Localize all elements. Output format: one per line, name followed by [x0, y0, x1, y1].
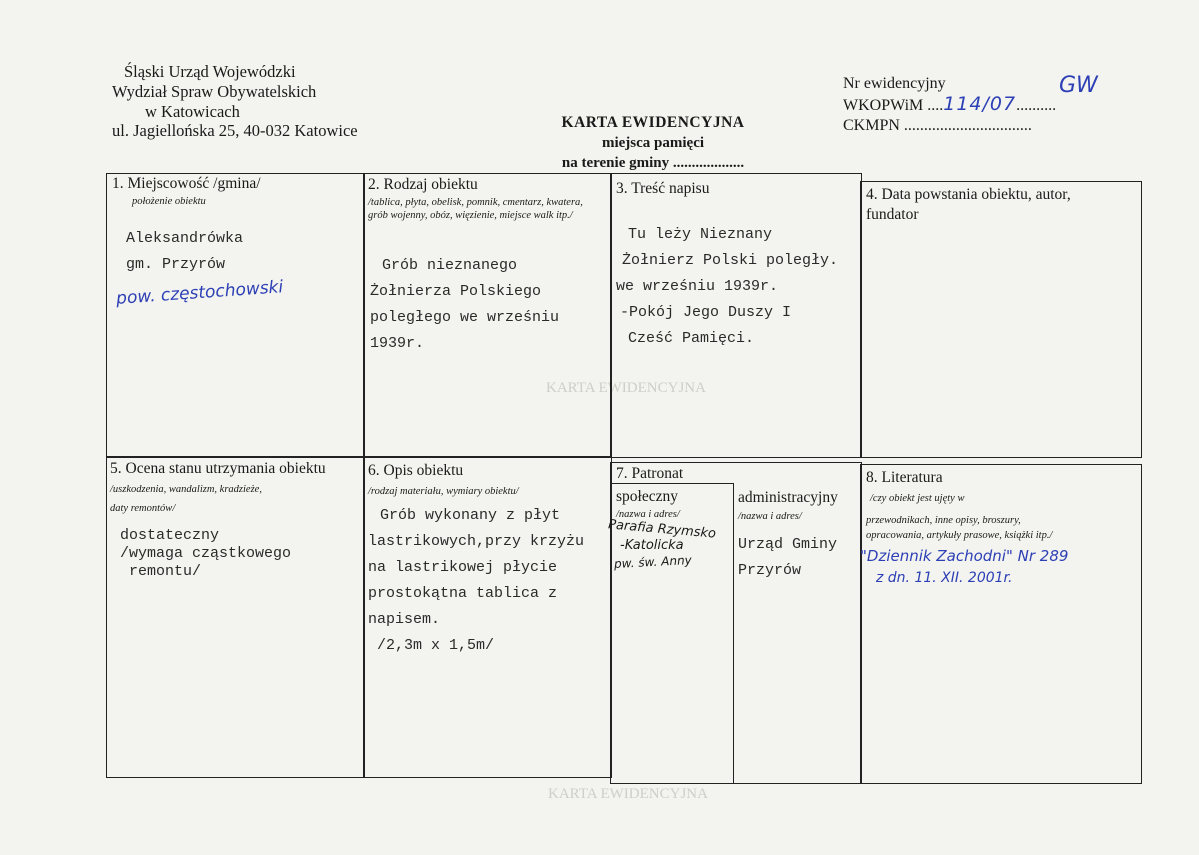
- section-3-label: 3. Treść napisu: [616, 180, 710, 197]
- bleed-text: KARTA EWIDENCYJNA: [548, 786, 708, 802]
- cell-8: [860, 464, 1142, 784]
- inscription-line: Tu leży Nieznany: [628, 226, 773, 243]
- section-8-sub: przewodnikach, inne opisy, broszury,: [866, 515, 1021, 526]
- section-1-label: 1. Miejscowość /gmina/: [112, 175, 261, 192]
- section-8-label: 8. Literatura: [866, 469, 943, 486]
- issuer-line: ul. Jagiellońska 25, 40-032 Katowice: [112, 121, 358, 140]
- wkop-note: GW: [1059, 73, 1098, 98]
- section-6-sub: /rodzaj materiału, wymiary obiektu/: [368, 486, 519, 497]
- location-line: Aleksandrówka: [126, 230, 244, 247]
- wkop-value: 114/07: [943, 93, 1017, 115]
- patronage-social-handwritten: pw. św. Anny: [613, 552, 693, 572]
- patronage-social-handwritten: Parafia Rzymsko: [607, 517, 717, 542]
- section-8-sub: /czy obiekt jest ujęty w: [870, 493, 965, 504]
- section-5-sub: /uszkodzenia, wandalizm, kradzieże,: [110, 484, 262, 495]
- section-2-sub: /tablica, płyta, obelisk, pomnik, cmentarz, kwatera, grób wojenny, obóz, więzienie, miejsce walk itp./: [368, 197, 583, 221]
- object-type-line: Grób nieznanego: [382, 257, 518, 274]
- section-6-label: 6. Opis obiektu: [368, 462, 464, 479]
- ckmpn-label: CKMPN ................................: [843, 117, 1032, 134]
- condition-line: dostateczny: [120, 527, 220, 544]
- patronage-admin-sub: /nazwa i adres/: [738, 511, 802, 522]
- section-2-label: 2. Rodzaj obiektu: [368, 176, 478, 193]
- description-line: Grób wykonany z płyt: [380, 507, 561, 524]
- patronage-social-handwritten: -Katolicka: [620, 538, 684, 553]
- section-4-label-2: fundator: [866, 206, 919, 223]
- registry-block: [843, 73, 1098, 136]
- patronage-social-label: społeczny: [616, 488, 678, 505]
- section-5-sub-2: daty remontów/: [110, 503, 176, 514]
- wkop-label: WKOPWiM ....: [843, 97, 944, 114]
- inscription-line: we wrześniu 1939r.: [616, 278, 779, 295]
- bleed-text: KARTA EWIDENCYJNA: [546, 380, 706, 396]
- patronage-social-sub: /nazwa i adres/: [616, 509, 680, 520]
- condition-line: /wymaga cząstkowego: [120, 545, 292, 562]
- issuer-line: Wydział Spraw Obywatelskich: [112, 82, 317, 101]
- issuer-block: [112, 62, 358, 141]
- object-type-line: poległego we wrześniu: [370, 309, 560, 326]
- cell-1: [106, 173, 365, 458]
- object-type-line: Żołnierza Polskiego: [370, 283, 542, 300]
- object-type-line: 1939r.: [370, 335, 425, 352]
- description-line: prostokątna tablica z: [368, 585, 558, 602]
- description-line: /2,3m x 1,5m/: [368, 637, 495, 654]
- location-handwritten: pow. częstochowski: [115, 277, 284, 309]
- description-line: napisem.: [368, 611, 441, 628]
- title-area: na terenie gminy ...................: [561, 155, 745, 171]
- literature-handwritten: "Dziennik Zachodni" Nr 289: [860, 547, 1069, 565]
- section-7-label: 7. Patronat: [616, 465, 684, 482]
- patronage-admin-line: Przyrów: [738, 562, 802, 579]
- title-sub: miejsca pamięci: [601, 135, 705, 151]
- patronage-admin-label: administracyjny: [738, 489, 838, 506]
- issuer-line: w Katowicach: [145, 102, 240, 121]
- title-main: KARTA EWIDENCYJNA: [561, 114, 745, 131]
- form-title: [546, 114, 760, 172]
- description-line: na lastrikowej płycie: [368, 559, 558, 576]
- section-4-label: 4. Data powstania obiektu, autor,: [866, 186, 1071, 203]
- description-line: lastrikowych,przy krzyżu: [368, 533, 585, 550]
- issuer-line: Śląski Urząd Wojewódzki: [124, 62, 296, 81]
- section-8-sub: opracowania, artykuły prasowe, książki itp./: [866, 530, 1053, 541]
- inscription-line: -Pokój Jego Duszy I: [620, 304, 792, 321]
- literature-handwritten: z dn. 11. XII. 2001r.: [876, 570, 1013, 586]
- section-5-label: 5. Ocena stanu utrzymania obiektu: [110, 460, 326, 477]
- condition-line: remontu/: [120, 563, 202, 580]
- inscription-line: Cześć Pamięci.: [628, 330, 755, 347]
- section-1-sub: położenie obiektu: [132, 196, 206, 207]
- registry-label: Nr ewidencyjny: [843, 75, 946, 92]
- patronage-admin-line: Urząd Gminy: [738, 536, 838, 553]
- wkop-dots: ..........: [1016, 97, 1057, 114]
- location-line: gm. Przyrów: [126, 256, 226, 273]
- inscription-line: Żołnierz Polski poległy.: [622, 252, 839, 269]
